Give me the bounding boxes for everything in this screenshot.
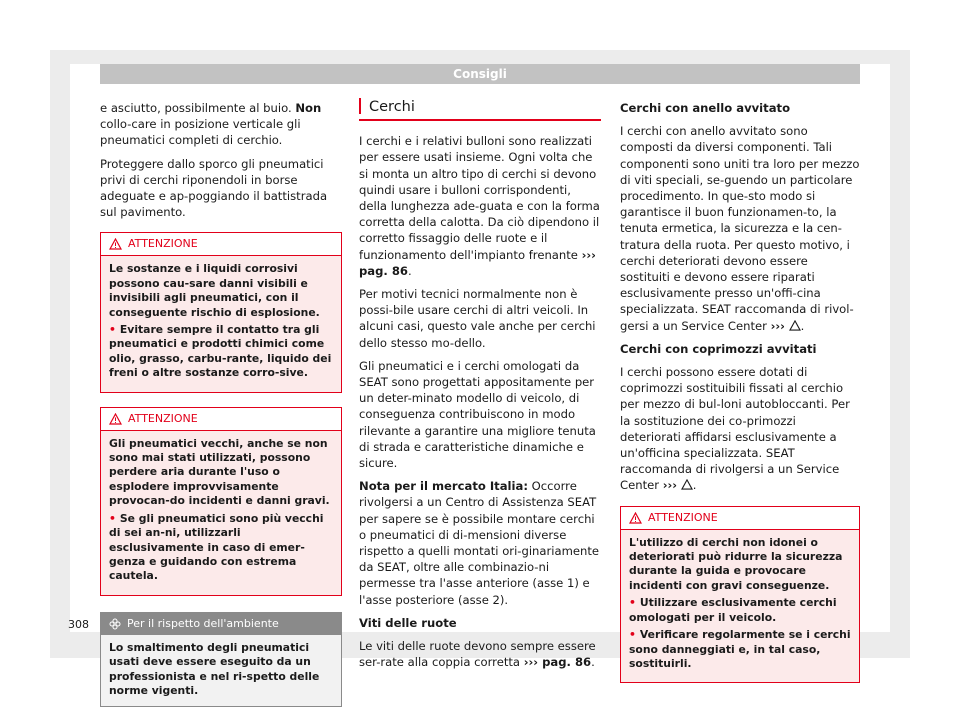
environment-title: Per il rispetto dell'ambiente [127,616,279,630]
section-header: Consigli [100,64,860,84]
warning-title: ATTENZIONE [128,411,198,425]
warning-title: ATTENZIONE [128,237,198,251]
reference-arrows[interactable]: ››› [770,318,785,333]
warning-box: ATTENZIONE Gli pneumatici vecchi, anche se non sono mai stati utilizzati, possono perdere aria durante l'uso o esplodere improvvisamente provocan-do incidenti e danni gravi. • Se gli pneumatici sono più vecchi di sei an-ni, utilizzarli esclusivamente in caso di emer-genza e guidando con estrema cautela. [100,407,342,596]
column-1 [100,100,342,707]
warning-triangle-icon [789,320,801,331]
warning-title: ATTENZIONE [648,510,718,524]
warning-triangle-icon [109,238,122,250]
paragraph: e asciutto, possibilmente al buio. Non collo-care in posizione verticale gli pneumatici completi di cerchio. [100,101,322,148]
subheading: Cerchi con anello avvitato [620,101,791,115]
flower-icon [109,618,121,630]
page-number: 308 [68,618,89,631]
environment-note-box: Per il rispetto dell'ambiente Lo smaltimento degli pneumatici usati deve essere eseguito da un professionista e nel ri-spetto delle norme vigenti. [100,612,342,708]
page-link[interactable]: ››› pag. 86 [359,247,596,278]
warning-triangle-icon [681,479,693,490]
reference-arrows[interactable]: ››› [662,478,678,493]
warning-triangle-icon [109,413,122,425]
column-3: Cerchi con anello avvitato I cerchi con anello avvitato sono composti da diversi componenti. Tali componenti sono uniti tra loro per mezzo di viti speciali, se-guendo un particolare procedimento. In que-sto modo si garantisce il buon funzionamen-to, la tenuta ermetica, la sicurezza e la cen-tratura della ruota. Per questo motivo, i cerchi deteriorati devono essere sostituiti e devono essere riparati esclusivamente presso un'offi-cina specializzata. SEAT raccomanda di rivol-gersi a un Service Center ››› . Cerchi con coprimozzi avvitati I cerchi possono essere dotati di coprimozzi sostituibili fissati al cerchio per mezzo di bul-loni autobloccanti. Per la sostituzione dei co-primozzi deteriorati affidarsi esclusivamente a un'officina specializzata. SEAT raccomanda di rivolgersi a un Service Center ››› . ATTENZIONE L'utilizzo di cerchi non idonei o deteriorati può ridurre la sicurezza durante la guida e provocare incidenti con gravi conseguenze. • Utilizzare esclusivamente cerchi omologati per il veicolo. • Verificare regolarmente se i cerchi sono danneggiati e, in tal caso, sostituirli. [620,100,860,697]
column-2: Cerchi I cerchi e i relativi bulloni sono realizzati per essere usati insieme. Ogni volta che si monta un altro tipo di cerchi si devono quindi usare i bulloni corrispondenti, della lunghezza ade-guata e con la forma corretta della calotta. Da ciò dipendono il corretto fissaggio delle ruote e il funzionamento dell'impianto frenante ››› pag. 86. Per motivi tecnici normalmente non è possi-bile usare cerchi di altri veicoli. In alcuni casi, questo vale anche per cerchi dello stesso mo-dello. Gli pneumatici e i cerchi omologati da SEAT sono progettati appositamente per un deter-minato modello di veicolo, di conseguenza contribuiscono in modo rilevante a garantire una migliore tenuta di strada e caratteristiche dinamiche e sicure. Nota per il mercato Italia: Occorre rivolgersi a un Centro di Assistenza SEAT per sapere se è possibile montare cerchi o pneumatici di di-mensioni diverse rispetto a quelli montati ori-ginariamente da SEAT, oltre alle combinazio-ni permesse tra l'asse anteriore (asse 1) e l'asse posteriore (asse 2). Viti delle ruote Le viti delle ruote devono sempre essere ser-rate alla coppia corretta ››› pag. 86. [359,95,601,678]
subheading: Viti delle ruote [359,615,457,630]
subheading: Cerchi con coprimozzi avvitati [620,341,817,356]
warning-box: ATTENZIONE Le sostanze e i liquidi corrosivi possono cau-sare danni visibili e invisibili agli pneumatici, con il conseguente rischio di esplosione. • Evitare sempre il contatto tra gli pneumatici e prodotti chimici come olio, grasso, carbu-rante, liquido dei freni o altre sostanze corro-sive. [100,232,342,392]
page-link[interactable]: ››› pag. 86 [523,655,592,670]
paragraph: Proteggere dallo sporco gli pneumatici privi di cerchi riponendoli in borse adeguate e ap-poggiando il battistrada sul pavimento. [100,156,328,220]
warning-triangle-icon [629,512,642,524]
warning-box: ATTENZIONE L'utilizzo di cerchi non idonei o deteriorati può ridurre la sicurezza durante la guida e provocare incidenti con gravi conseguenze. • Utilizzare esclusivamente cerchi omologati per il veicolo. • Verificare regolarmente se i cerchi sono danneggiati e, in tal caso, sostituirli. [620,506,860,684]
bullet-icon: • [109,511,116,525]
bullet-icon: • [629,628,636,642]
bullet-icon: • [629,596,636,610]
bullet-icon: • [109,323,116,337]
section-heading: Cerchi [359,95,601,121]
